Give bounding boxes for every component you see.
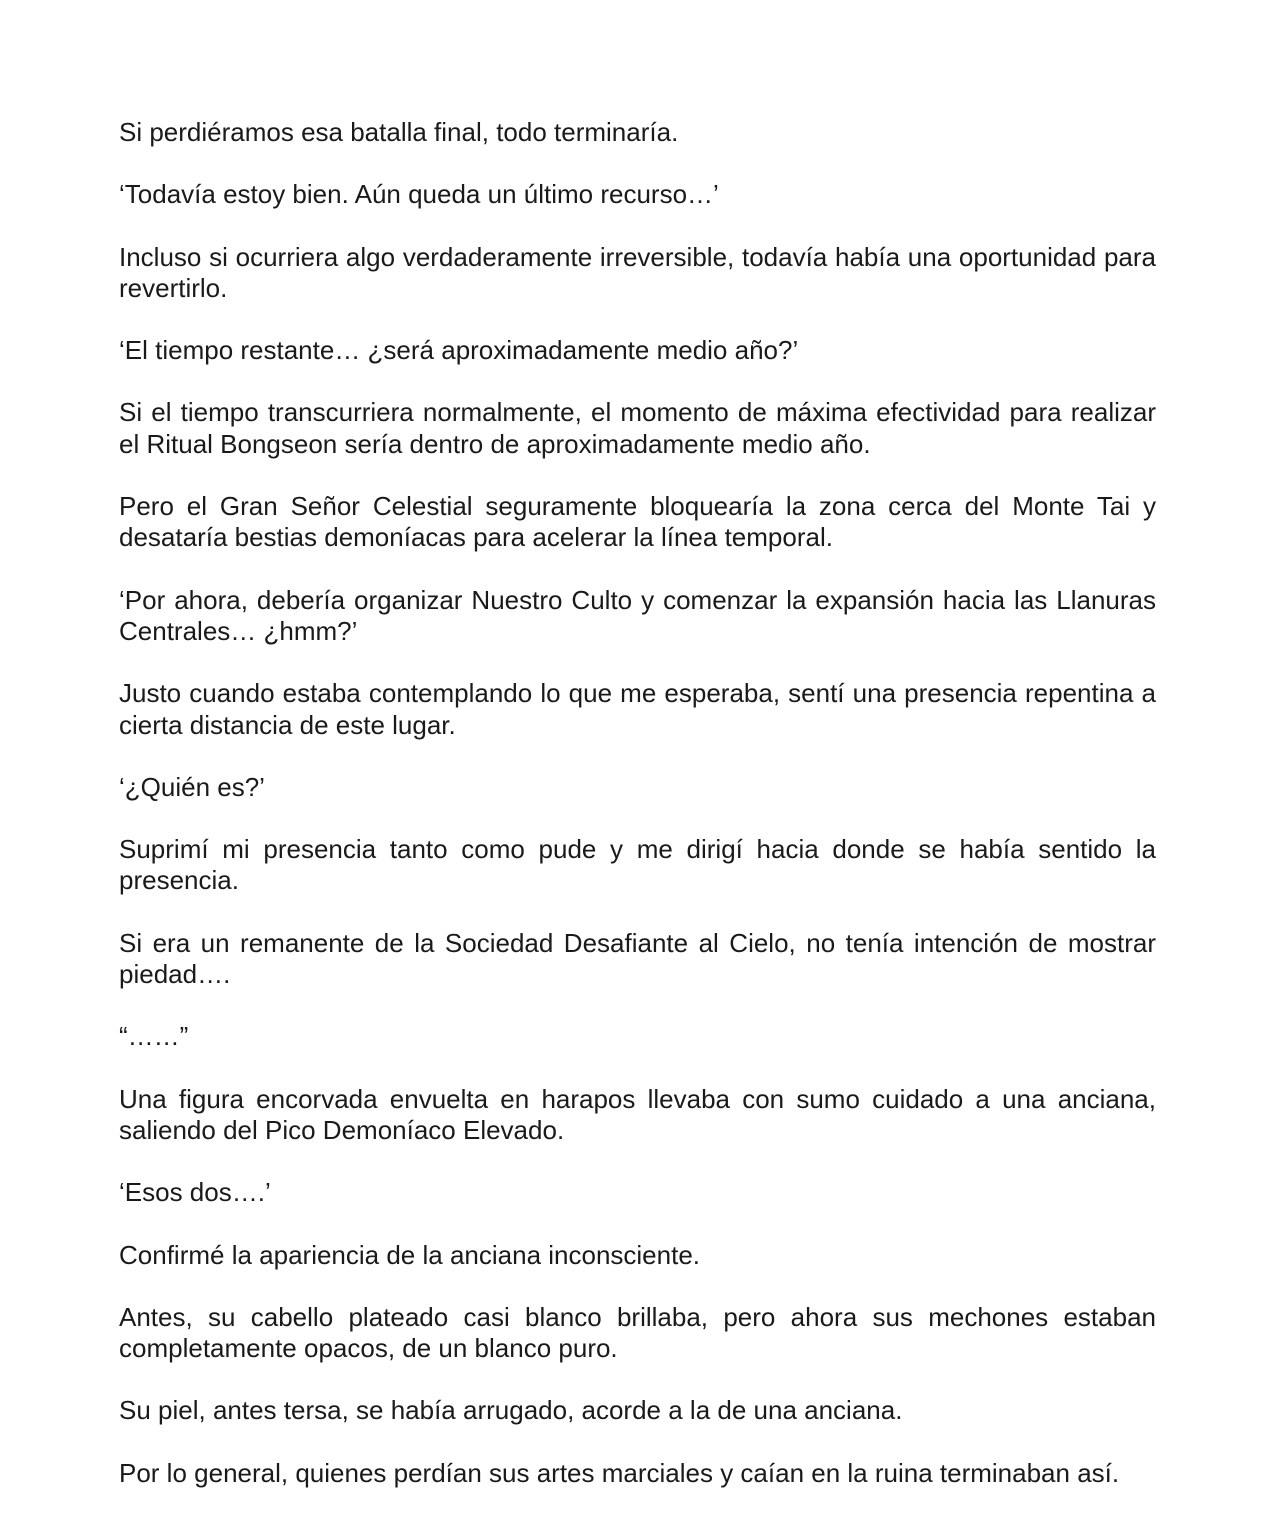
paragraph: Si el tiempo transcurriera normalmente, el momento de máxima efectividad para realizar el Ritual Bongseon sería dentro de aproximadamente medio año. bbox=[119, 397, 1156, 459]
paragraph: “……” bbox=[119, 1021, 189, 1052]
paragraph: Si perdiéramos esa batalla final, todo terminaría. bbox=[119, 117, 679, 147]
paragraph: ‘¿Quién es?’ bbox=[119, 771, 265, 802]
paragraph: ‘Por ahora, debería organizar Nuestro Culto y comenzar la expansión hacia las Llanuras Centrales… ¿hmm?’ bbox=[119, 584, 1156, 646]
paragraph: ‘El tiempo restante… ¿será aproximadamente medio año?’ bbox=[119, 335, 799, 366]
document-page bbox=[119, 117, 1156, 1489]
paragraph: ‘Esos dos….’ bbox=[119, 1177, 271, 1208]
paragraph: Si era un remanente de la Sociedad Desafiante al Cielo, no tenía intención de mostrar piedad…. bbox=[119, 927, 1156, 990]
paragraph: ‘Todavía estoy bien. Aún queda un último recurso…’ bbox=[119, 179, 719, 210]
paragraph: Suprimí mi presencia tanto como pude y me dirigí hacia donde se había sentido la presencia. bbox=[119, 834, 1156, 896]
paragraph: Antes, su cabello plateado casi blanco brillaba, pero ahora sus mechones estaban completamente opacos, de un blanco puro. bbox=[119, 1301, 1156, 1364]
paragraph: Justo cuando estaba contemplando lo que me esperaba, sentí una presencia repentina a cierta distancia de este lugar. bbox=[119, 678, 1156, 740]
paragraph: Una figura encorvada envuelta en harapos llevaba con sumo cuidado a una anciana, saliendo del Pico Demoníaco Elevado. bbox=[119, 1083, 1156, 1145]
paragraph: Pero el Gran Señor Celestial seguramente bloquearía la zona cerca del Monte Tai y desataría bestias demoníacas para acelerar la línea temporal. bbox=[119, 491, 1156, 553]
paragraph: Incluso si ocurriera algo verdaderamente irreversible, todavía había una oportunidad para revertirlo. bbox=[119, 241, 1156, 303]
paragraph: Su piel, antes tersa, se había arrugado, acorde a la de una anciana. bbox=[119, 1395, 903, 1426]
paragraph: Por lo general, quienes perdían sus artes marciales y caían en la ruina terminaban así. bbox=[119, 1457, 1120, 1488]
paragraph: Confirmé la apariencia de la anciana inconsciente. bbox=[119, 1239, 701, 1270]
